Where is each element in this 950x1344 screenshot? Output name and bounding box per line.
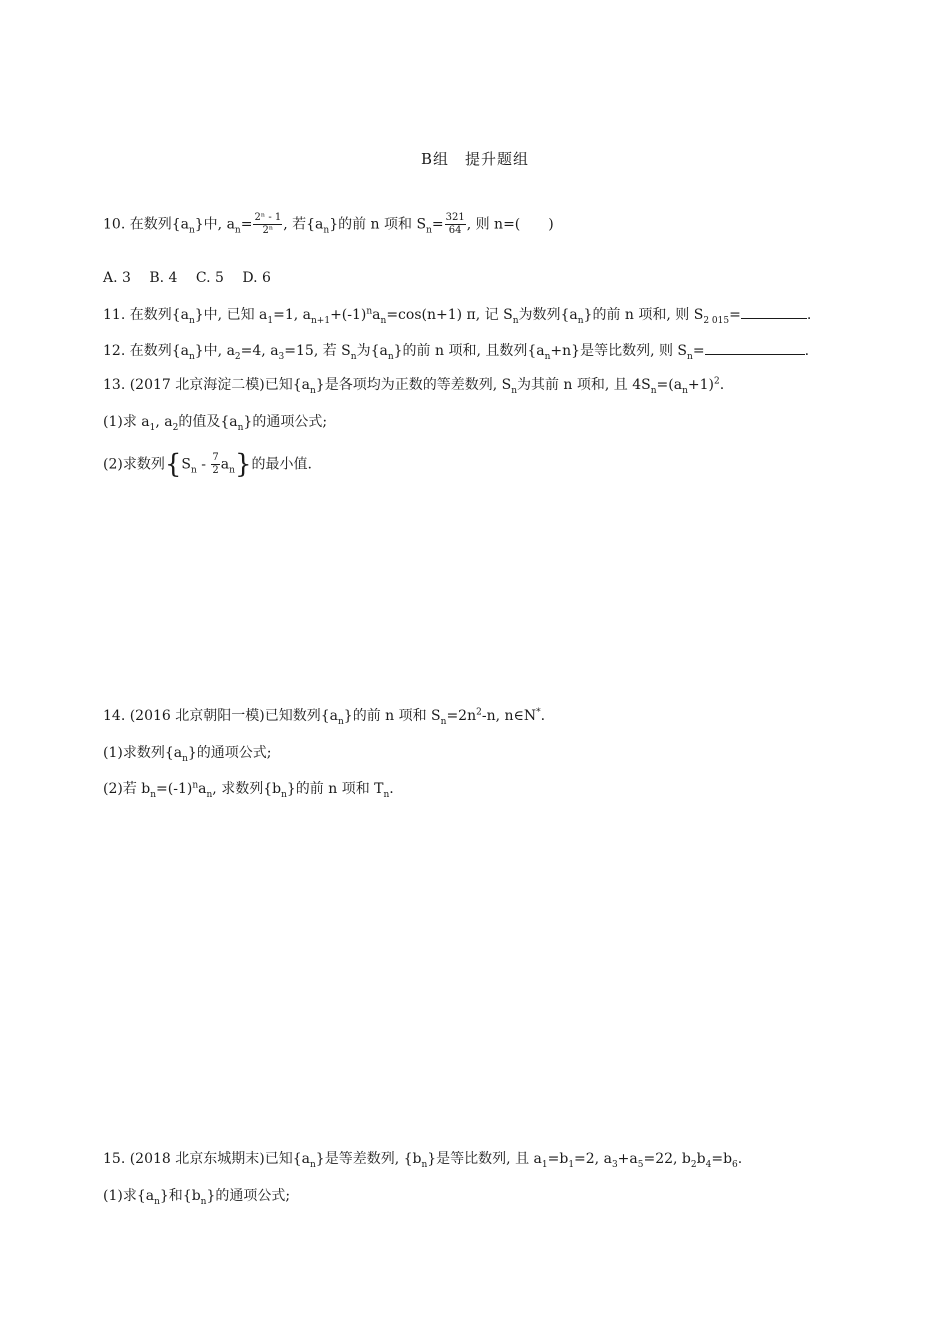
fraction: $\frac{321}{64}$ [445, 212, 465, 236]
question-13: 13. (2017 北京海淀二模)已知$\{a_n\}$是各项均为正数的等差数列, $S_n$为其前 n 项和, 且 $4S_n=(a_n+1)^2$. [103, 376, 725, 396]
section-title: B组 提升题组 [420, 150, 530, 168]
question-13-part-1: (1)求 $a_1$, $a_2$的值及$\{a_n\}$的通项公式; [103, 414, 328, 433]
question-12: 12. 在数列$\{a_n\}$中, $a_2=4$, $a_3=15$, 若 $S_n$为$\{a_n\}$的前 n 项和, 且数列$\{a_n+n\}$是等比数列, 则 $S_n=$ . [103, 340, 809, 361]
question-11: 11. 在数列$\{a_n\}$中, 已知 $a_1=1$, $a_{n+1}+(-1)^na_n=\cos(n+1)$ π, 记 $S_n$为数列$\{a_n\}$的前 n 项和, 则 $S_{2 015}=$ . [103, 304, 811, 325]
answer-blank[interactable] [705, 340, 805, 355]
fraction: $\frac{\text{2ⁿ - 1}}{\text{2ⁿ}}$ [254, 212, 282, 236]
right-brace: } [234, 449, 252, 480]
question-14: 14. (2016 北京朝阳一模)已知数列$\{a_n\}$的前 n 项和 $S_n=2n^2-n$, n∈N*. [103, 707, 546, 727]
question-13-part-2: (2)求数列{$S_n$ - $\frac{7}{2}$ $a_n$}的最小值. [103, 449, 312, 480]
question-10: 10. 在数列$\{a_n\}$中, $a_n=$ $\frac{\text{2ⁿ - 1}}{\text{2ⁿ}}$ , 若$\{a_n\}$的前 n 项和 $S_n=$ $\frac{321}{64}$ , 则 n=( ) [103, 212, 554, 236]
question-10-options: A. 3 B. 4 C. 5 D. 6 [103, 270, 271, 286]
fraction: $\frac{7}{2}$ [212, 452, 219, 476]
left-brace: { [164, 449, 182, 480]
answer-blank[interactable] [741, 304, 807, 319]
question-14-part-1: (1)求数列$\{a_n\}$的通项公式; [103, 745, 272, 764]
question-15: 15. (2018 北京东城期末)已知$\{a_n\}$是等差数列, $\{b_n\}$是等比数列, 且 $a_1=b_1=2$, $a_3+a_5=22$, $b_2b_4=b_6$. [103, 1151, 743, 1170]
question-15-part-1: (1)求$\{a_n\}$和$\{b_n\}$的通项公式; [103, 1188, 291, 1207]
question-14-part-2: (2)若 $b_n=(-1)^na_n$, 求数列$\{b_n\}$的前 n 项和 $T_n$. [103, 780, 394, 800]
